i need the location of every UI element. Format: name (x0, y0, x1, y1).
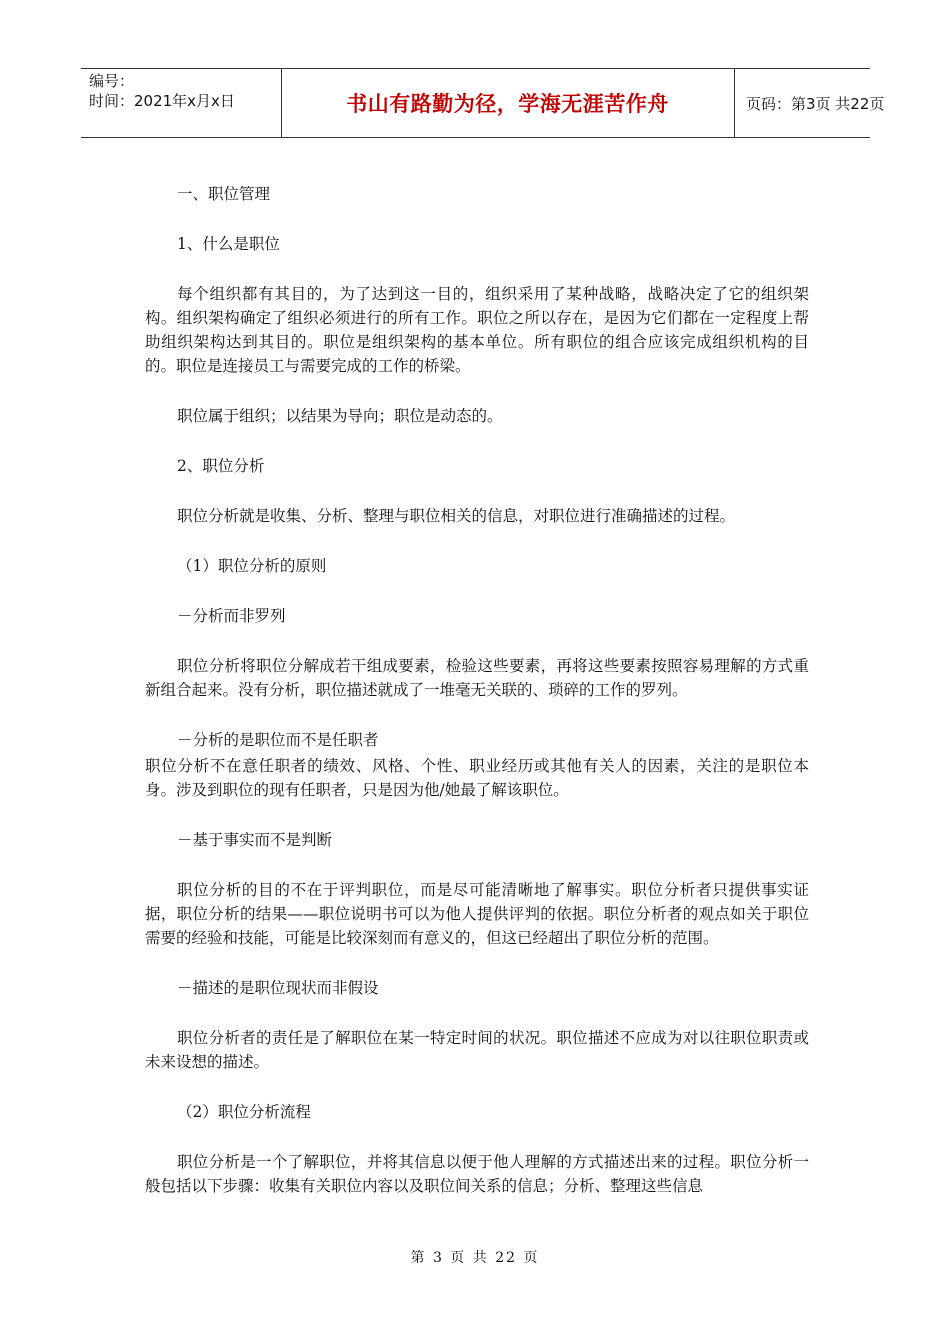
document-body (145, 182, 809, 1198)
header-motto: 书山有路勤为径，学海无涯苦作舟 (346, 92, 669, 116)
subsection-heading: 1、什么是职位 (177, 235, 280, 253)
header-meta-cell (81, 69, 282, 137)
paragraph: 职位分析将职位分解成若干组成要素，检验这些要素，再将这些要素按照容易理解的方式重新组合起来。没有分析，职位描述就成了一堆毫无关联的、琐碎的工作的罗列。 (145, 657, 809, 699)
paragraph: 职位分析是一个了解职位，并将其信息以便于他人理解的方式描述出来的过程。职位分析一般包括以下步骤：收集有关职位内容以及职位间关系的信息；分析、整理这些信息 (145, 1153, 809, 1195)
paragraph: 职位分析就是收集、分析、整理与职位相关的信息，对职位进行准确描述的过程。 (177, 507, 736, 525)
paragraph: 职位属于组织；以结果为导向；职位是动态的。 (177, 407, 503, 425)
document-time-label: 时间：2021年x月x日 (89, 92, 235, 110)
header-page-info: 页码：第3页 共22页 (746, 94, 885, 113)
subsection-heading: （2）职位分析流程 (177, 1103, 311, 1121)
principle-heading: －描述的是职位现状而非假设 (177, 979, 379, 997)
paragraph: 每个组织都有其目的，为了达到这一目的，组织采用了某种战略，战略决定了它的组织架构。组织架构确定了组织必须进行的所有工作。职位之所以存在，是因为它们都在一定程度上帮助组织架构达到其目的。职位是组织架构的基本单位。所有职位的组合应该完成组织机构的目的。职位是连接员工与需要完成的工作的桥梁。 (145, 285, 809, 375)
paragraph: 职位分析的目的不在于评判职位，而是尽可能清晰地了解事实。职位分析者只提供事实证据，职位分析的结果——职位说明书可以为他人提供评判的依据。职位分析者的观点如关于职位需要的经验和技能，可能是比较深刻而有意义的，但这已经超出了职位分析的范围。 (145, 881, 809, 947)
page-footer: 第 3 页 共 22 页 (410, 1250, 540, 1266)
subsection-heading: 2、职位分析 (177, 457, 265, 475)
subsection-heading: （1）职位分析的原则 (177, 557, 327, 575)
principle-heading: －基于事实而不是判断 (177, 831, 333, 849)
header-page-cell (734, 69, 885, 137)
paragraph: 职位分析者的责任是了解职位在某一特定时间的状况。职位描述不应成为对以往职位职责或未来设想的描述。 (145, 1029, 809, 1071)
principle-heading: －分析的是职位而不是任职者 (177, 731, 379, 749)
section-heading: 一、职位管理 (177, 185, 271, 203)
header-motto-cell (281, 69, 735, 137)
paragraph: 职位分析不在意任职者的绩效、风格、个性、职业经历或其他有关人的因素，关注的是职位本身。涉及到职位的现有任职者，只是因为他/她最了解该职位。 (145, 757, 809, 799)
document-header (81, 68, 885, 138)
document-number-label: 编号： (89, 72, 135, 90)
principle-heading: －分析而非罗列 (177, 607, 286, 625)
